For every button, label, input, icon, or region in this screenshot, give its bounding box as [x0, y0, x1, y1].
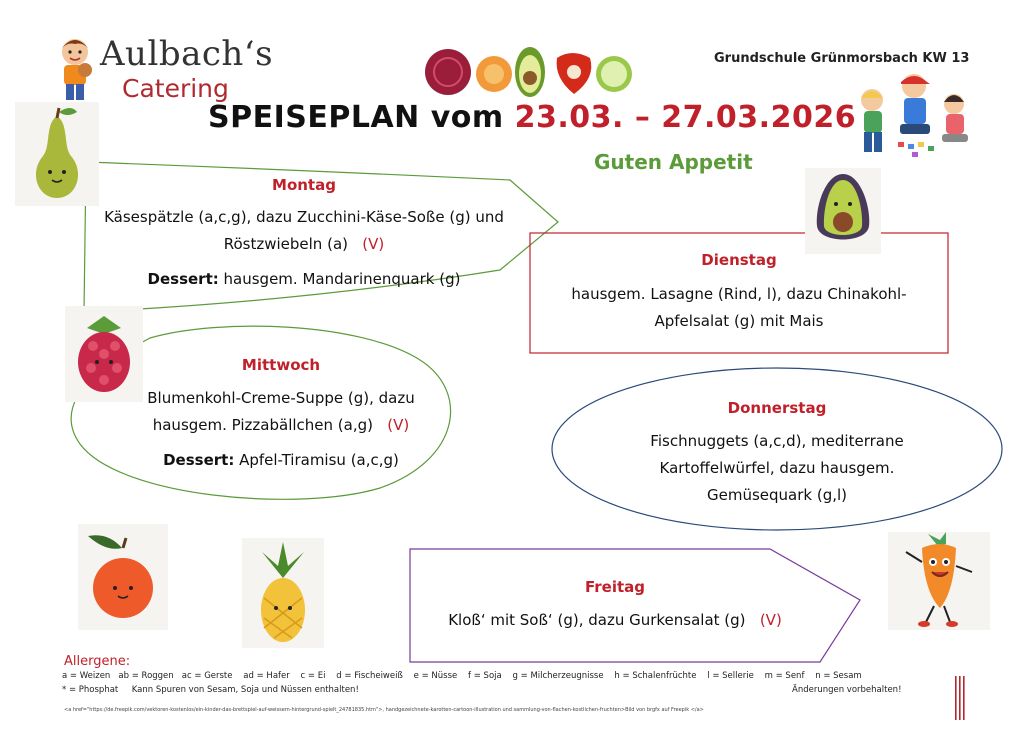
donnerstag-line2: Kartoffelwürfel, dazu hausgem.: [659, 459, 895, 477]
allergens-heading: Allergene:: [64, 654, 131, 669]
dienstag-text: [530, 281, 948, 335]
mittwoch-veg: (V): [387, 416, 410, 434]
donnerstag-line1: Fischnuggets (a,c,d), mediterrane: [650, 432, 904, 450]
donnerstag-heading: Donnerstag: [727, 399, 827, 417]
greeting: Guten Appetit: [594, 150, 753, 174]
montag-line2-row: [86, 231, 522, 258]
montag-line1: Käsespätzle (a,c,g), dazu Zucchini-Käse-Soße (g) und: [104, 208, 504, 226]
allergens-note: * = Phosphat Kann Spuren von Sesam, Soja und Nüssen enthalten!: [62, 685, 359, 695]
title-dates: 23.03. – 27.03.2026: [514, 100, 857, 135]
donnerstag-line3: Gemüsequark (g,l): [706, 486, 848, 504]
allergens-list: a = Weizen ab = Roggen ac = Gerste ad = Hafer c = Ei d = Fischeiweiß e = Nüsse f = Soja g = Milcherzeugnisse h = Schalenfrüchte l = Sellerie m = Senf n = Sesam: [62, 671, 862, 681]
montag-line2: Röstzwiebeln (a): [223, 235, 348, 253]
changes-note: Änderungen vorbehalten!: [792, 685, 902, 695]
logo-subtitle: Catering: [122, 74, 229, 103]
montag-text: [86, 204, 522, 293]
freitag-heading: Freitag: [584, 578, 646, 596]
montag-heading: Montag: [272, 176, 336, 194]
freitag-line1: Kloß‘ mit Soß‘ (g), dazu Gurkensalat (g): [448, 611, 746, 629]
montag-dessert-label: Dessert:: [147, 270, 219, 288]
mittwoch-text: [90, 385, 472, 474]
dienstag-heading: Dienstag: [701, 251, 777, 269]
avocado-icon: [805, 168, 881, 254]
mittwoch-dessert-row: [90, 447, 472, 474]
logo-name: Aulbach‘s: [100, 34, 274, 74]
title-prefix: SPEISEPLAN vom: [208, 100, 504, 135]
donnerstag-text: [572, 428, 982, 509]
montag-dessert-row: [86, 266, 522, 293]
school-week: Grundschule Grünmorsbach KW 13: [714, 51, 970, 66]
mittwoch-line2-row: [90, 412, 472, 439]
pineapple-icon: [242, 538, 324, 648]
decorative-lines: [955, 676, 965, 720]
montag-veg: (V): [362, 235, 385, 253]
image-credit: <a href="https://de.freepik.com/vektoren-kostenlos/ein-kinder-das-brettspiel-auf-weissem-hintergrund-spielt_24781835.htm">, handgezeichnete-karotten-cartoon-illustration und sammlung-von-flachen-kostlichen-fruchten>Bild von brgfx auf Freepik </a>: [64, 707, 704, 713]
dienstag-line2: Apfelsalat (g) mit Mais: [654, 312, 824, 330]
freitag-text: [420, 607, 810, 634]
mittwoch-line1: Blumenkohl-Creme-Suppe (g), dazu: [147, 389, 415, 407]
freitag-line1-row: [420, 607, 810, 634]
mittwoch-heading: Mittwoch: [241, 356, 321, 374]
montag-dessert: hausgem. Mandarinenquark (g): [218, 270, 461, 288]
freitag-shape: [410, 549, 860, 662]
dienstag-line1: hausgem. Lasagne (Rind, l), dazu Chinakohl-: [571, 285, 907, 303]
orange-icon: [78, 524, 168, 630]
mittwoch-line2: hausgem. Pizzabällchen (a,g): [152, 416, 373, 434]
mittwoch-dessert-label: Dessert:: [163, 451, 235, 469]
carrot-icon: [888, 532, 990, 630]
mittwoch-dessert: Apfel-Tiramisu (a,c,g): [234, 451, 399, 469]
freitag-veg: (V): [759, 611, 782, 629]
